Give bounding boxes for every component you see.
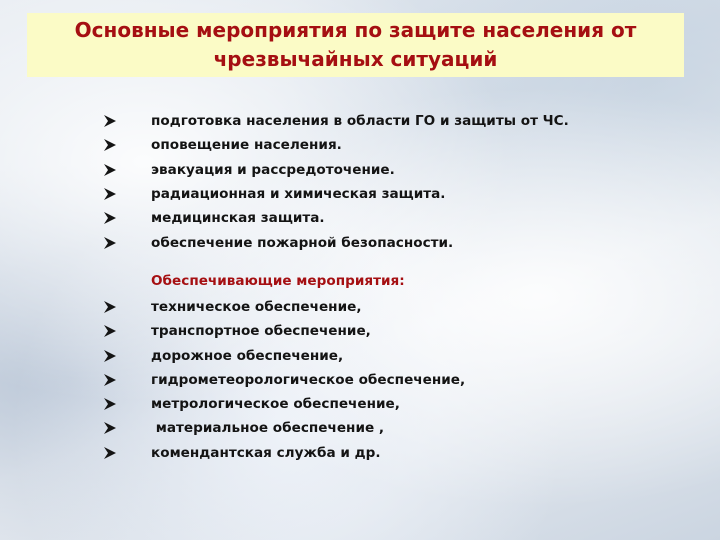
- list-item-text: оповещение населения.: [151, 137, 342, 154]
- list-item-text: транспортное обеспечение,: [151, 323, 371, 340]
- list-item-text: дорожное обеспечение,: [151, 347, 344, 364]
- title-box: [27, 13, 684, 77]
- support-measures-list: [103, 295, 683, 465]
- list-item: [103, 416, 683, 440]
- list-item: [103, 319, 683, 343]
- list-item-text: комендантская служба и др.: [151, 444, 381, 461]
- list-item-text: радиационная и химическая защита.: [151, 186, 446, 203]
- list-item: [103, 230, 683, 254]
- arrowhead-bullet-icon: [103, 138, 151, 152]
- arrowhead-bullet-icon: [103, 300, 151, 314]
- list-item-text: гидрометеорологическое обеспечение,: [151, 371, 466, 388]
- list-item: [103, 392, 683, 416]
- arrowhead-bullet-icon: [103, 324, 151, 338]
- list-item: [103, 441, 683, 465]
- list-item: [103, 206, 683, 230]
- content-list: [103, 109, 683, 465]
- page-title: Основные мероприятия по защите населения от чрезвычайных ситуаций: [74, 18, 637, 71]
- list-item-text: техническое обеспечение,: [151, 298, 362, 315]
- arrowhead-bullet-icon: [103, 349, 151, 363]
- arrowhead-bullet-icon: [103, 163, 151, 177]
- arrowhead-bullet-icon: [103, 446, 151, 460]
- list-item-text: метрологическое обеспечение,: [151, 396, 400, 413]
- list-item: [103, 295, 683, 319]
- support-heading: Обеспечивающие мероприятия:: [151, 272, 405, 289]
- list-item: [103, 182, 683, 206]
- main-measures-list: [103, 109, 683, 255]
- list-item-text: материальное обеспечение ,: [151, 420, 385, 437]
- list-item: [103, 109, 683, 133]
- arrowhead-bullet-icon: [103, 187, 151, 201]
- list-item-text: медицинская защита.: [151, 210, 325, 227]
- list-item: [103, 343, 683, 367]
- list-item: [103, 158, 683, 182]
- list-item-text: эвакуация и рассредоточение.: [151, 161, 395, 178]
- list-item-text: подготовка населения в области ГО и защиты от ЧС.: [151, 113, 569, 130]
- arrowhead-bullet-icon: [103, 236, 151, 250]
- arrowhead-bullet-icon: [103, 397, 151, 411]
- arrowhead-bullet-icon: [103, 211, 151, 225]
- arrowhead-bullet-icon: [103, 373, 151, 387]
- list-item: [103, 368, 683, 392]
- arrowhead-bullet-icon: [103, 114, 151, 128]
- list-item-text: обеспечение пожарной безопасности.: [151, 234, 454, 251]
- arrowhead-bullet-icon: [103, 421, 151, 435]
- list-item: [103, 133, 683, 157]
